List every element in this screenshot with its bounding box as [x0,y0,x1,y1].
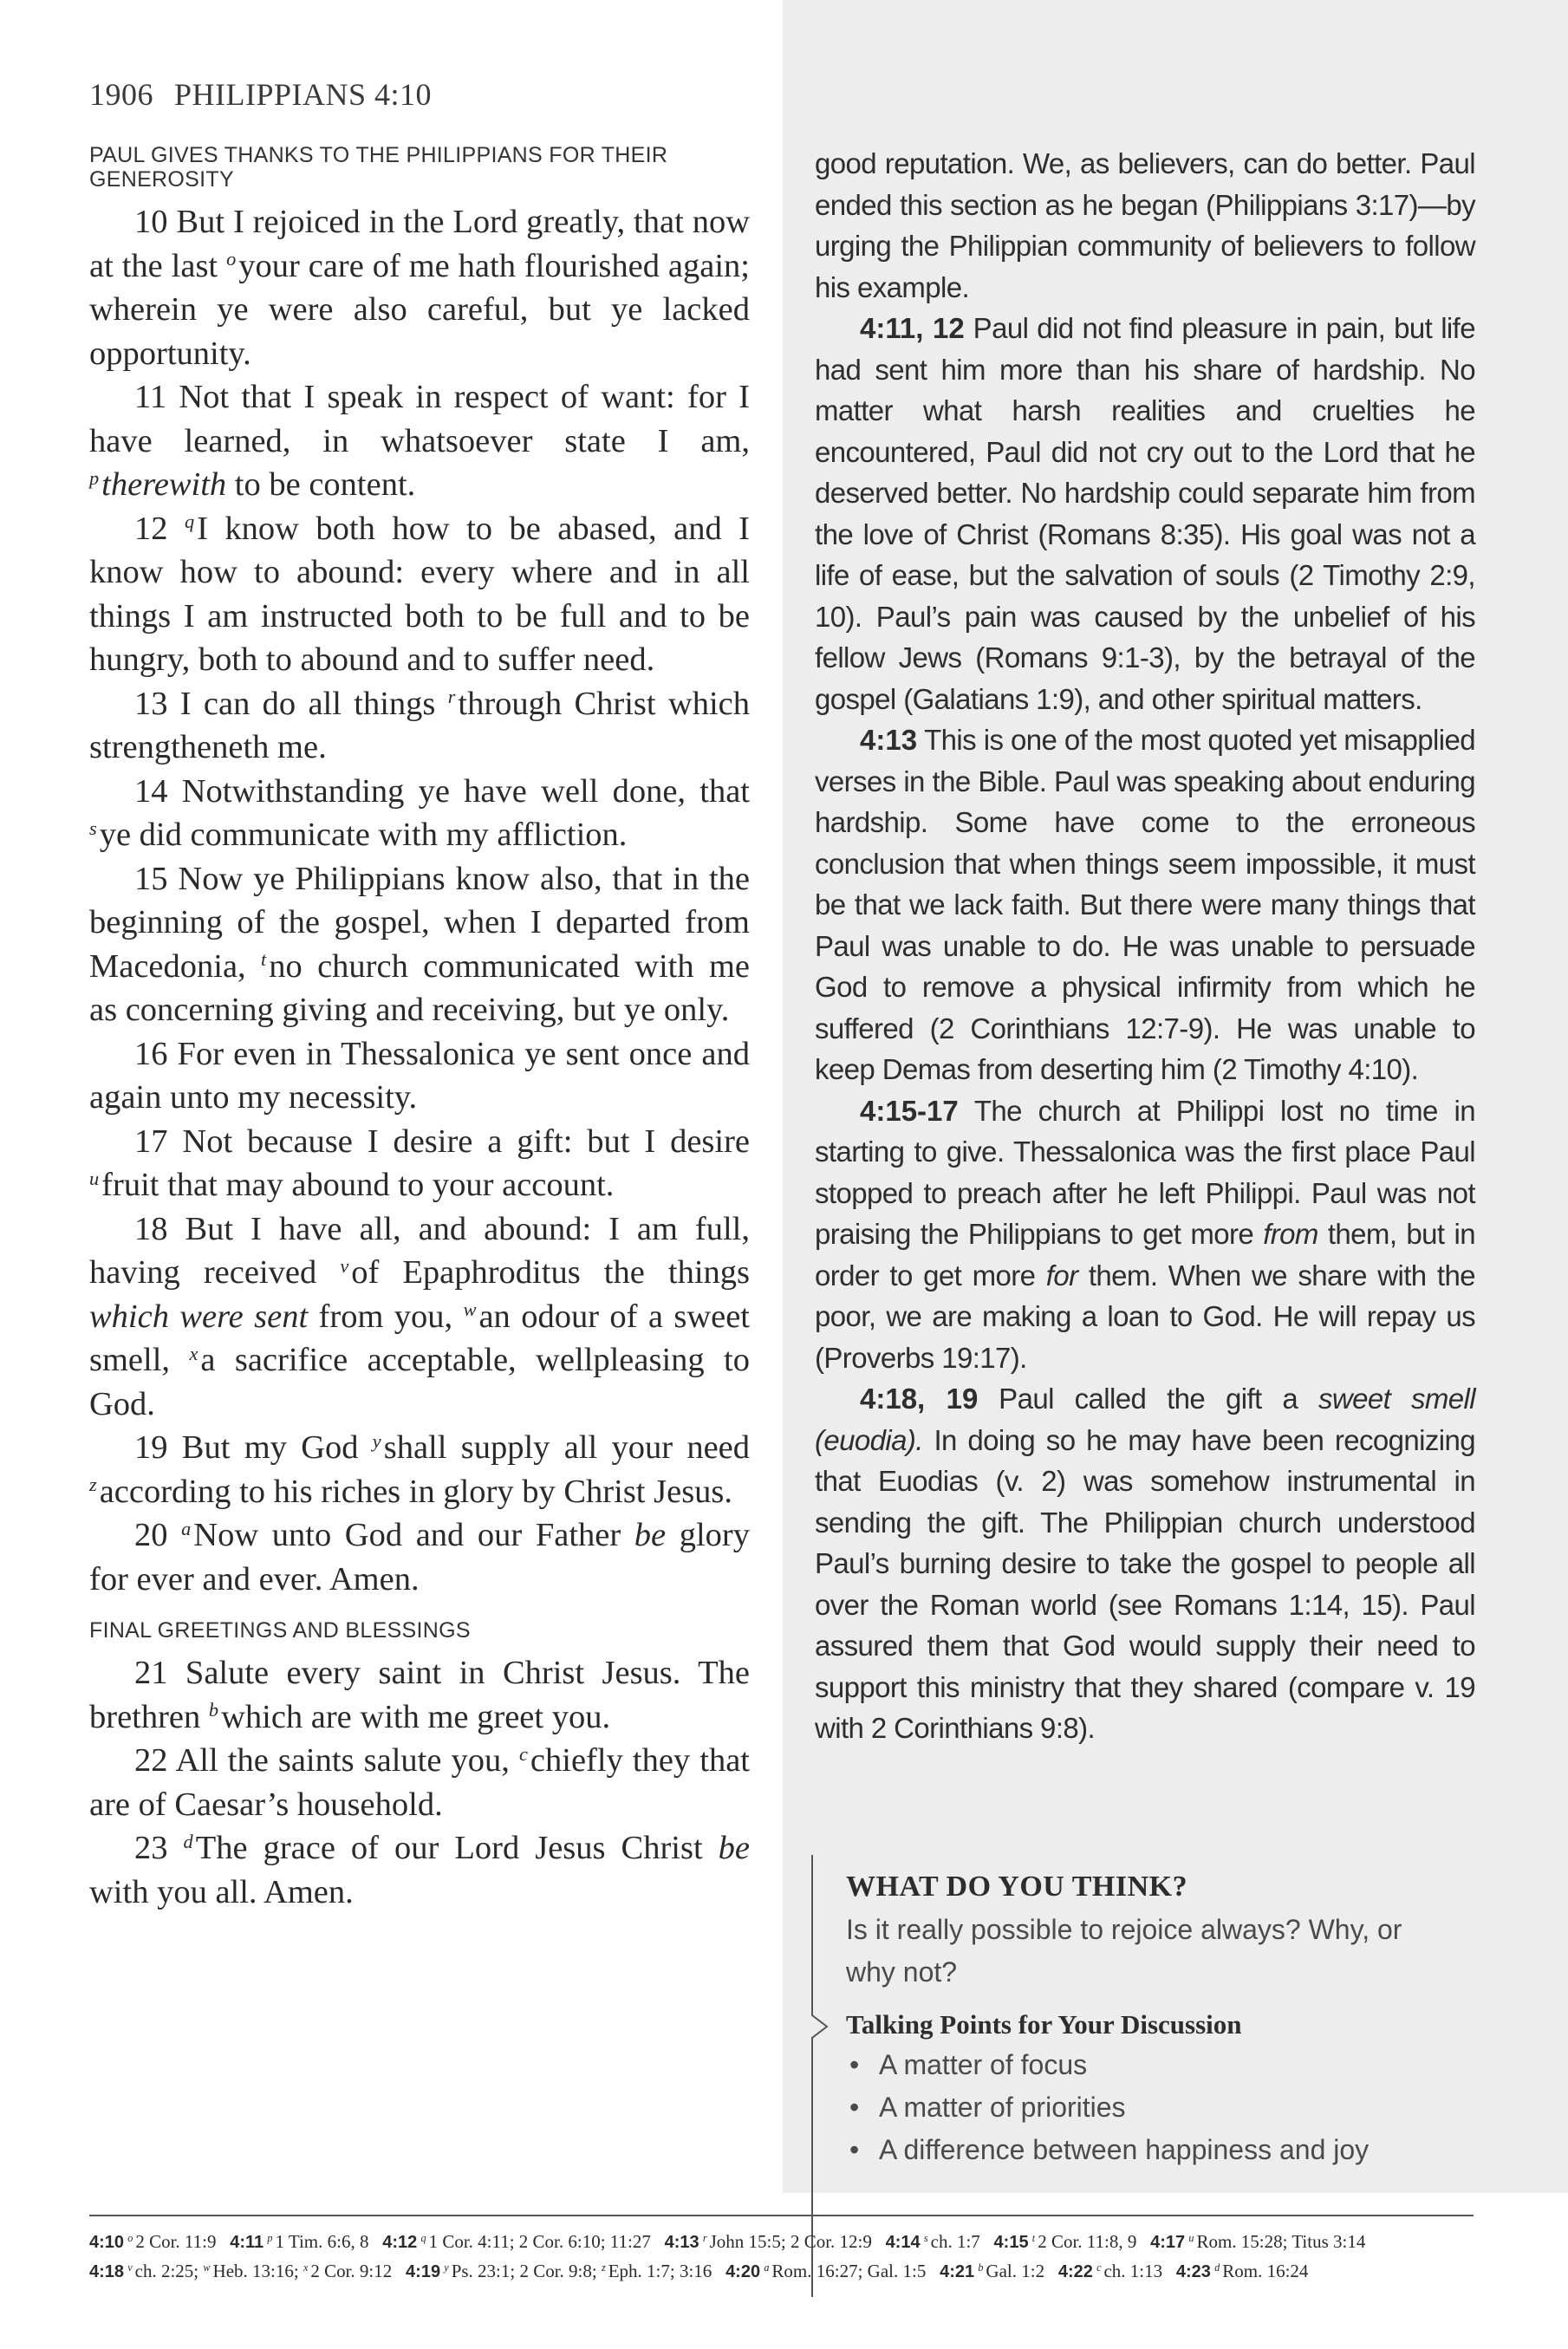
crossref-entry[interactable]: Rom. 16:24 [1222,2261,1309,2281]
verse-22: 22 All the saints salute you, $^c$chiefly they that are of Caesar’s household. [89,1742,750,1823]
crossref-entry[interactable]: Ps. 23:1; 2 Cor. 9:8; [451,2261,602,2281]
discussion-box [815,1855,1491,2171]
commentary-note-4-13: 4:13 This is one of the most quoted yet misapplied verses in the Bible. Paul was speaking about enduring hardship. Some have come to the erroneous conclusion that when things seem impossible, it must be that we lack faith. But there were many things that Paul was unable to do. He was unable to persuade God to remove a physical infirmity from which he suffered (2 Corinthians 12:7-9). He was unable to keep Demas from deserting him (2 Timothy 4:10). [815,724,1475,1085]
crossref-mark[interactable]: a [181,1517,192,1539]
crossref-entry[interactable]: 2 Cor. 11:8, 9 [1038,2231,1137,2252]
note-reference: 4:11, 12 [860,312,965,344]
verse-21: 21 Salute every saint in Christ Jesus. The brethren $^b$which are with me greet you. [89,1655,750,1735]
crossref-mark[interactable]: w [463,1298,477,1321]
verse-13: 13 I can do all things $^r$through Christ which strengtheneth me. [89,685,751,765]
crossref-entry[interactable]: Gal. 1:2 [986,2261,1045,2281]
crossref-mark[interactable]: q [184,511,195,533]
crossref-entry[interactable]: ch. 2:25; [134,2261,204,2281]
crossref-entry[interactable]: 1 Cor. 4:11; 2 Cor. 6:10; 11:27 [428,2231,651,2252]
crossref-entry[interactable]: Eph. 1:7; 3:16 [608,2261,712,2281]
running-head [89,76,432,113]
crossref-mark[interactable]: d [183,1830,193,1852]
footnote-divider [89,2215,1474,2216]
commentary-continuation: good reputation. We, as believers, can do better. Paul ended this section as he began (Philippians 3:17)—by urging the Philippian community of believers to follow his example. [815,147,1475,303]
crossref-mark[interactable]: s [89,817,97,839]
verse-15: 15 Now ye Philippians know also, that in the beginning of the gospel, when I departed from Macedonia, $^t$no church communicated with me as concerning giving and receiving, but ye only. [89,860,750,1028]
crossref-mark[interactable]: v [340,1254,349,1277]
crossref-mark[interactable]: b [208,1699,219,1721]
crossref-entry[interactable]: 1 Tim. 6:6, 8 [275,2231,369,2252]
section-heading-greetings: FINAL GREETINGS AND BLESSINGS [89,1618,471,1643]
list-item: • A difference between happiness and joy [846,2129,1491,2171]
scripture-column [89,143,750,1914]
commentary-note-4-18: 4:18, 19 Paul called the gift a sweet smell (euodia). In doing so he may have been recognizing that Euodias (v. 2) was somehow instrumental in sending the gift. The Philippian church understood Paul’s burning desire to take the gospel to people all over the Roman world (see Romans 1:14, 15). Paul assured them that God would supply their need to support this ministry that they shared (compare v. 19 with 2 Corinthians 9:8). [815,1383,1475,1744]
section-heading-thanks: PAUL GIVES THANKS TO THE PHILIPPIANS FOR THEIR GENEROSITY [89,143,668,192]
chevron-right-icon [808,2014,832,2040]
bracket-line [811,1855,813,2015]
crossref-mark[interactable]: x [189,1342,198,1364]
crossref-line: 4:18 $^v$ ch. 2:25; $^w$ Heb. 13:16; $^x$ 2 Cor. 9:12 4:19 $^y$ Ps. 23:1; 2 Cor. 9:8; $^z$ Eph. 1:7; 3:16 4:20 $^a$ Rom. 16:27; Gal. 1:5 4:21 $^b$ Gal. 1:2 4:22 $^c$ ch. 1:13 4:23 $^d$ Rom. 16:24 [89,2261,1309,2281]
crossref-mark[interactable]: u [89,1167,100,1189]
verse-10: 10 But I rejoiced in the Lord greatly, that now at the last $^o$your care of me hath flourished again; wherein ye were also careful, but ye lacked opportunity. [89,204,750,372]
crossref-mark[interactable]: o [226,248,237,270]
list-item: • A matter of focus [846,2044,1491,2086]
note-reference: 4:13 [860,724,918,756]
book-reference: PHILIPPIANS 4:10 [174,77,433,112]
bullet-icon: • [849,2134,860,2165]
crossref-mark[interactable]: p [89,466,100,489]
verse-20: 20 $^a$Now unto God and our Father be glory for ever and ever. Amen. [89,1517,750,1597]
verse-14: 14 Notwithstanding ye have well done, that $^s$ye did communicate with my affliction. [89,772,750,853]
talking-points-list [846,2044,1491,2171]
bullet-icon: • [849,2049,860,2080]
crossref-entry[interactable]: John 15:5; 2 Cor. 12:9 [709,2231,872,2252]
crossref-entry[interactable]: 2 Cor. 11:9 [135,2231,217,2252]
verse-16: 16 For even in Thessalonica ye sent once and again unto my necessity. [89,1035,750,1116]
list-item: • A matter of priorities [846,2086,1491,2129]
crossref-mark[interactable]: t [261,948,267,971]
verse-18: 18 But I have all, and abound: I am full, having received $^v$of Epaphroditus the things which were sent from you, $^w$an odour of a sweet smell, $^x$a sacrifice acceptable, wellpleasing to God. [89,1210,751,1422]
crossref-entry[interactable]: 2 Cor. 9:12 [310,2261,393,2281]
note-reference: 4:18, 19 [860,1383,979,1415]
crossref-entry[interactable]: Heb. 13:16; [212,2261,303,2281]
discussion-title: WHAT DO YOU THINK? [846,1871,1188,1903]
crossref-entry[interactable]: ch. 1:13 [1103,2261,1163,2281]
commentary-column [815,143,1475,1749]
crossref-mark[interactable]: z [89,1474,97,1496]
bullet-icon: • [849,2092,860,2123]
talking-points-title: Talking Points for Your Discussion [846,2009,1242,2040]
verse-11: 11 Not that I speak in respect of want: for I have learned, in whatsoever state I am, $^p$therewith to be content. [89,379,750,503]
crossref-entry[interactable]: Rom. 16:27; Gal. 1:5 [771,2261,927,2281]
commentary-note-4-11: 4:11, 12 Paul did not find pleasure in pain, but life had sent him more than his share of hardship. No matter what harsh realities and cruelties he encountered, Paul did not cry out to the Lord that he deserved better. No hardship could separate him from the love of Christ (Romans 8:35). His goal was not a life of ease, but the salvation of souls (2 Timothy 2:9, 10). Paul’s pain was caused by the unbelief of his fellow Jews (Romans 9:1-3), by the betrayal of the gospel (Galatians 1:9), and other spiritual matters. [815,312,1475,715]
crossref-entry[interactable]: Rom. 15:28; Titus 3:14 [1196,2231,1366,2252]
page-number: 1906 [89,77,153,112]
crossref-entry[interactable]: ch. 1:7 [930,2231,980,2252]
commentary-note-4-15: 4:15-17 The church at Philippi lost no time in starting to give. Thessalonica was the first place Paul stopped to preach after he left Philippi. Paul was not praising the Philippians to get more from them, but in order to get more for them. When we share with the poor, we are making a loan to God. He will repay us (Proverbs 19:17). [815,1094,1476,1374]
verse-19: 19 But my God $^y$shall supply all your need $^z$according to his riches in glory by Christ Jesus. [89,1429,750,1510]
verse-23: 23 $^d$The grace of our Lord Jesus Christ be with you all. Amen. [89,1830,751,1910]
crossref-mark[interactable]: c [519,1742,528,1765]
crossref-mark[interactable]: r [447,686,456,708]
verse-17: 17 Not because I desire a gift: but I desire $^u$fruit that may abound to your account. [89,1122,750,1203]
note-reference: 4:15-17 [860,1094,959,1127]
crossref-line: 4:10 $^o$ 2 Cor. 11:9 4:11 $^p$ 1 Tim. 6:6, 8 4:12 $^q$ 1 Cor. 4:11; 2 Cor. 6:10; 11:27 4:13 $^r$ John 15:5; 2 Cor. 12:9 4:14 $^s$ ch. 1:7 4:15 $^t$ 2 Cor. 11:8, 9 4:17 $^u$ Rom. 15:28; Titus 3:14 [89,2231,1366,2252]
cross-references [89,2228,1485,2287]
verse-12: 12 $^q$I know both how to be abased, and I know how to abound: every where and in all things I am instructed both to be full and to be hungry, both to abound and to suffer need. [89,510,750,678]
crossref-mark[interactable]: y [372,1429,381,1452]
discussion-question: Is it really possible to rejoice always? Why, or why not? [846,1914,1402,1988]
